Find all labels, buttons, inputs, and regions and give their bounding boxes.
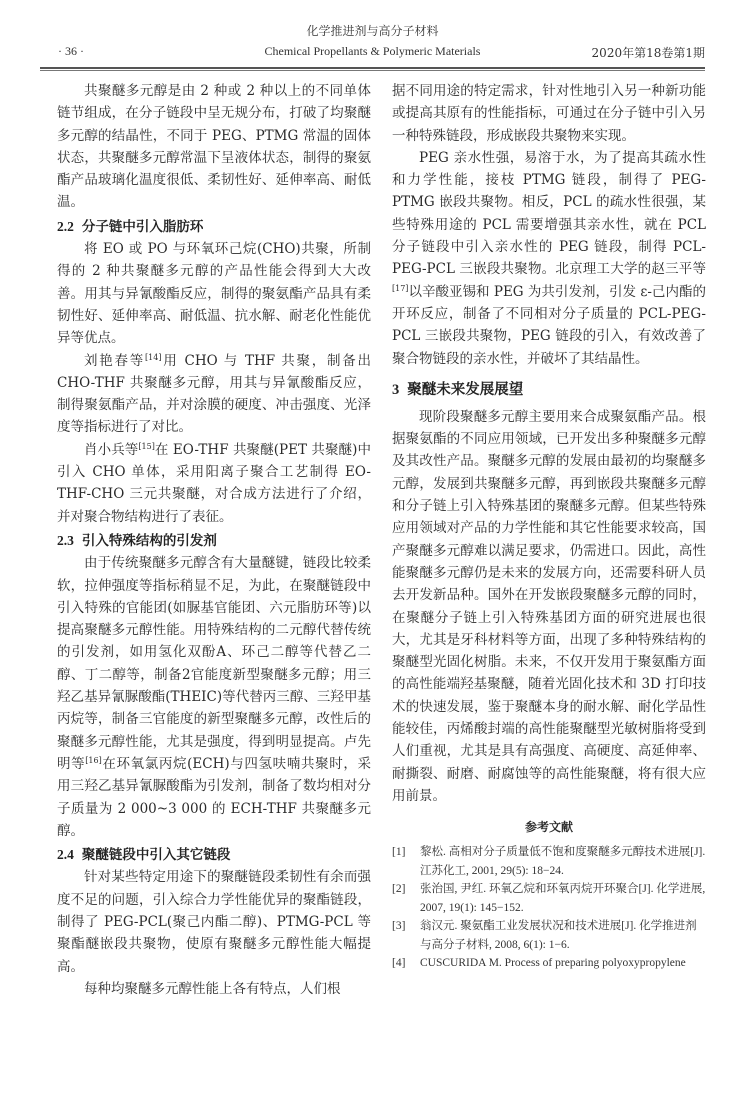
text-span: 在环氧氯丙烷(ECH)与四氢呋喃共聚时，采用三羟乙基异氰脲酸酯为引发剂，制备了数均相对分子质量为 2 000~3 000 的 ECH-THF 共聚醚多元醇。 <box>57 755 372 839</box>
citation-ref[interactable]: [15] <box>138 441 155 451</box>
paragraph: 现阶段聚醚多元醇主要用来合成聚氨酯产品。根据聚氨酯的不同应用领域，已开发出多种聚醚多元醇及其改性产品。聚醚多元醇的发展由最初的均聚醚多元醇，发展到共聚醚多元醇，再到嵌段共聚醚多元醇和分子链上引入特殊基团的聚醚多元醇。但某些特殊应用领域对产品的力学性能和其它性能要求较高，国产聚醚多元醇难以满足要求，仍需进口。因此，高性能聚醚多元醇仍是未来的发展方向，还需要科研人员去开发新品种。国外在开发嵌段聚醚多元醇的同时，在聚醚分子链上引入特殊基团方面的研究进展也很大，尤其是牙科材料等方面，出现了多种特殊结构的聚醚型光固化树脂。未来，不仅开发用于聚氨酯方面的高性能端羟基聚醚，随着光固化技术和 3D 打印技术的快速发展，鉴于聚醚本身的耐水解、耐化学品性能较佳，丙烯酸封端的高性能聚醚型光敏树脂将受到人们重视，尤其是具有高强度、高硬度、高延伸率、耐撕裂、耐磨、耐腐蚀等的高性能聚醚，将有很大应用前景。 <box>392 408 706 804</box>
reference-list <box>392 843 706 973</box>
text-span: 由于传统聚醚多元醇含有大量醚键，链段比较柔软，拉伸强度等指标稍显不足，为此，在聚醚链段中引入特殊的官能团(如脲基官能团、六元脂肪环等)以提高聚醚多元醇性能。用特殊结构的二元醇代替传统的引发剂，如用氢化双酚A、环己二醇等代替乙二醇、丁二醇等，制备2官能度新型聚醚多元醇；用三羟乙基异氰脲酸酯(THEIC)等代替丙三醇、三羟甲基丙烷等，制备三官能度的新型聚醚多元醇，改性后的聚醚多元醇性能，尤其是强度，得到明显提高。卢先明等 <box>57 555 371 772</box>
citation-ref[interactable]: [14] <box>145 352 162 362</box>
section-title: 聚醚链段中引入其它链段 <box>81 847 231 864</box>
paragraph: 每种均聚醚多元醇性能上各有特点，人们根 <box>84 980 341 997</box>
reference-index: [3] <box>392 920 406 933</box>
left-column <box>57 80 371 1000</box>
reference-item <box>392 954 706 973</box>
paragraph: 针对某些特定用途下的聚醚链段柔韧性有余而强度不足的问题，引入综合力学性能优异的聚酯链段，制得了 PEG-PCL(聚己内酯二醇)、PTMG-PCL 等聚酯醚嵌段共聚物，使原有聚醚多元醇性能大幅提高。 <box>57 869 371 975</box>
page-number: · 36 · <box>58 44 84 58</box>
section-number: 2.2 <box>57 218 74 234</box>
reference-item <box>392 843 706 880</box>
text-span: 以辛酸亚锡和 PEG 为共引发剂，引发 ε-己内酯的开环反应，制备了不同相对分子质量的 PCL-PEG-PCL 三嵌段共聚物，PEG 链段的引入，有效改善了聚合物链段的亲水性，并破坏了其结晶性。 <box>392 283 706 367</box>
section-heading-3 <box>392 378 706 402</box>
text-span: 刘艳春等 <box>84 352 146 369</box>
reference-text: 黎松. 高相对分子质量低不饱和度聚醚多元醇技术进展[J]. 江苏化工, 2001, 29(5): 18−24. <box>420 846 706 877</box>
reference-text: 翁汉元. 聚氨酯工业发展状况和技术进展[J]. 化学推进剂与高分子材料, 2008, 6(1): 1−6. <box>420 920 697 951</box>
section-number: 2.4 <box>57 847 74 863</box>
text-span: 肖小兵等 <box>84 441 139 458</box>
text-span: PEG 亲水性强，易溶于水，为了提高其疏水性和力学性能，接枝 PTMG 链段，制得了 PEG-PTMG 嵌段共聚物。相反，PCL 的疏水性很强，某些特殊用途的 PCL 需要增强其亲水性，就在 PCL 分子链段中引入亲水性的 PEG 链段，制得 PCL-PEG-PCL 三嵌段共聚物。北京理工大学的赵三平等 <box>392 149 706 278</box>
paragraph <box>57 552 371 842</box>
section-title: 聚醚未来发展展望 <box>407 381 524 398</box>
section-heading-2-4 <box>57 844 371 866</box>
reference-index: [1] <box>392 846 406 859</box>
section-number: 2.3 <box>57 532 74 548</box>
reference-text: CUSCURIDA M. Process of preparing polyoxypropylene <box>420 957 686 970</box>
text-span: 用 CHO 与 THF 共聚，制备出 CHO-THF 共聚醚多元醇，用其与异氰酸酯反应，制得聚氨酯产品，并对涂膜的硬度、冲击强度、光泽度等指标进行了对比。 <box>57 352 372 436</box>
paragraph <box>57 439 371 528</box>
running-header <box>40 22 705 64</box>
right-column <box>392 80 706 973</box>
section-title: 引入特殊结构的引发剂 <box>81 532 217 549</box>
paragraph <box>392 147 706 370</box>
reference-item <box>392 917 706 954</box>
paragraph-intro: 共聚醚多元醇是由 2 种或 2 种以上的不同单体链节组成，在分子链段中呈无规分布，打破了均聚醚多元醇的结晶性，不同于 PEG、PTMG 常温的固体状态，共聚醚多元醇常温下呈液体状态，制得的聚氨酯产品玻璃化温度很低、柔韧性好、延伸率高、耐低温。 <box>57 83 371 211</box>
reference-index: [2] <box>392 883 406 896</box>
citation-ref[interactable]: [17] <box>392 283 409 293</box>
reference-text: 张治国, 尹红. 环氧乙烷和环氧丙烷开环聚合[J]. 化学进展, 2007, 19(1): 145−152. <box>420 883 706 914</box>
citation-ref[interactable]: [16] <box>85 755 102 765</box>
section-number: 3 <box>392 381 400 398</box>
section-title: 分子链中引入脂肪环 <box>81 218 204 235</box>
reference-item <box>392 880 706 917</box>
text-span: 在 EO-THF 共聚醚(PET 共聚醚)中引入 CHO 单体，采用阳离子聚合工艺制得 EO-THF-CHO 三元共聚醚，对合成方法进行了介绍，并对聚合物结构进行了表征。 <box>57 441 372 525</box>
paragraph-continued: 据不同用途的特定需求，针对性地引入另一种新功能或提高其原有的性能指标，可通过在分子链中引入另一种特殊链段，形成嵌段共聚物来实现。 <box>392 83 706 144</box>
paragraph: 将 EO 或 PO 与环氧环己烷(CHO)共聚，所制得的 2 种共聚醚多元醇的产品性能会得到大大改善。用其与异氰酸酯反应，制得的聚氨酯产品具有柔韧性好、延伸率高、耐低温、抗水解、耐老化性能优异等优点。 <box>57 241 371 347</box>
journal-title-en: Chemical Propellants & Polymeric Materials <box>264 44 481 58</box>
section-heading-2-2 <box>57 216 371 238</box>
section-heading-2-3 <box>57 530 371 552</box>
paragraph <box>57 350 371 439</box>
header-rule <box>40 67 705 71</box>
reference-index: [4] <box>392 957 406 970</box>
issue-info: 2020年第18卷第1期 <box>591 46 705 60</box>
references-heading: 参考文献 <box>524 820 573 835</box>
journal-title-cn: 化学推进剂与高分子材料 <box>306 24 439 38</box>
